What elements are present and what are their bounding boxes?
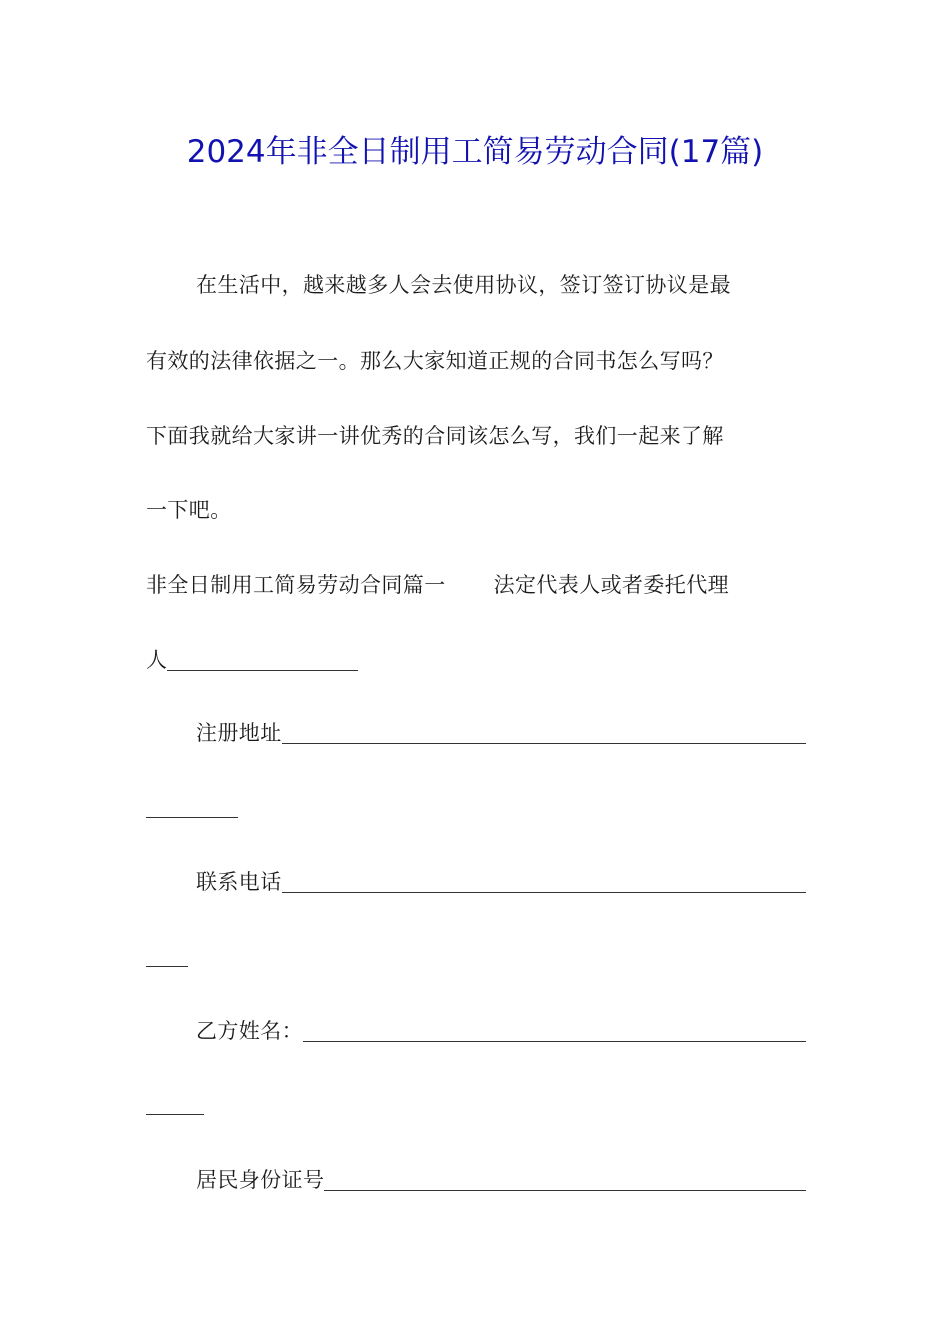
agent-label: 人 xyxy=(146,648,168,672)
party-b-name-label: 乙方姓名： xyxy=(196,1019,303,1043)
phone-label: 联系电话 xyxy=(196,870,282,894)
phone-field xyxy=(196,867,806,897)
phone-blank-continued xyxy=(146,966,188,967)
section-heading-line xyxy=(146,570,806,600)
address-blank-continued xyxy=(146,817,238,818)
intro-line-2: 有效的法律依据之一。那么大家知道正规的合同书怎么写吗？ xyxy=(146,349,724,373)
intro-line-1: 在生活中，越来越多人会去使用协议，签订签订协议是最 xyxy=(196,273,731,297)
section-heading-tail: 法定代表人或者委托代理 xyxy=(493,573,730,597)
address-label: 注册地址 xyxy=(196,721,282,745)
id-number-field xyxy=(196,1165,806,1195)
intro-line-3: 下面我就给大家讲一讲优秀的合同该怎么写，我们一起来了解 xyxy=(146,424,724,448)
phone-blank xyxy=(282,870,806,893)
agent-field xyxy=(146,645,358,675)
id-number-blank xyxy=(324,1168,806,1191)
party-b-name-blank-continued xyxy=(146,1114,204,1115)
document-title: 2024年非全日制用工简易劳动合同(17篇) xyxy=(186,134,764,170)
section-heading: 非全日制用工简易劳动合同篇一 xyxy=(146,573,446,597)
intro-line-4: 一下吧。 xyxy=(146,498,232,522)
address-blank xyxy=(282,721,806,744)
agent-blank xyxy=(167,648,358,671)
party-b-name-field xyxy=(196,1016,806,1046)
party-b-name-blank xyxy=(303,1019,806,1042)
id-number-label: 居民身份证号 xyxy=(196,1168,325,1192)
address-field xyxy=(196,718,806,748)
